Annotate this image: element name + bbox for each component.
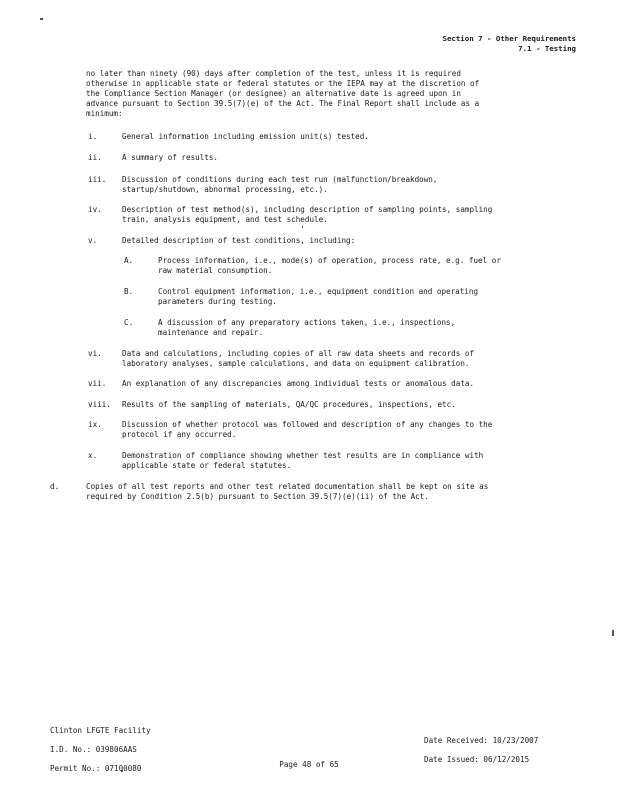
scan-speck — [302, 226, 303, 228]
subitem-label: B. — [124, 287, 134, 296]
item-label: iv. — [88, 205, 102, 214]
footer-left — [50, 716, 151, 783]
item-label: x. — [88, 451, 98, 460]
section-title: Section 7 - Other Requirements — [442, 34, 576, 43]
item-label: i. — [88, 132, 98, 141]
item-label: d. — [50, 482, 60, 491]
date-issued: Date Issued: 06/12/2015 — [424, 754, 530, 764]
item-label: viii. — [88, 400, 111, 409]
item-text: General information including emission unit(s) tested. — [122, 132, 369, 141]
item-text: Description of test method(s), including description of sampling points, sampling train, analysis equipment, and test schedule. — [122, 205, 493, 224]
facility-id: I.D. No.: 039806AAS — [50, 744, 137, 754]
item-label: v. — [88, 236, 98, 245]
item-text: Detailed description of test conditions, including: — [122, 236, 356, 245]
facility-name: Clinton LFGTE Facility — [50, 725, 151, 735]
item-label: ix. — [88, 420, 102, 429]
item-text: Discussion of conditions during each test run (malfunction/breakdown, startup/shutdown, abnormal processing, etc.). — [122, 175, 438, 194]
item-text: A summary of results. — [122, 153, 219, 162]
item-text: Discussion of whether protocol was followed and description of any changes to the protocol if any occurred. — [122, 420, 493, 439]
scan-speck — [40, 18, 43, 20]
scan-speck — [612, 630, 614, 636]
date-received: Date Received: 10/23/2007 — [424, 735, 539, 745]
page-number: Page 48 of 65 — [279, 760, 339, 769]
item-text: Data and calculations, including copies of all raw data sheets and records of laboratory analyses, sample calculations, and data on equipment calibration. — [122, 349, 475, 368]
subitem-text: Control equipment information, i.e., equipment condition and operating parameters during testing. — [158, 287, 479, 306]
subitem-text: Process information, i.e., mode(s) of operation, process rate, e.g. fuel or raw material consumption. — [158, 256, 501, 275]
intro-paragraph: no later than ninety (90) days after completion of the test, unless it is required otherwise in applicable state or federal statutes or the IEPA may at the discretion of the Compliance Section Manager (or designee) an alternative date is agreed upon in advance pursuant to Section 39.5(7)(e) of the Act. The Final Report shall include as a minimum: — [86, 69, 480, 118]
item-label: iii. — [88, 175, 107, 184]
item-label: vii. — [88, 379, 107, 388]
subsection-title: 7.1 - Testing — [518, 44, 576, 53]
item-label: vi. — [88, 349, 102, 358]
item-text: Copies of all test reports and other test related documentation shall be kept on site as required by Condition 2.5(b) pursuant to Section 39.5(7)(e)(ii) of the Act. — [86, 482, 489, 501]
subitem-text: A discussion of any preparatory actions taken, i.e., inspections, maintenance and repair. — [158, 318, 456, 337]
item-text: Demonstration of compliance showing whether test results are in compliance with applicable state or federal statutes. — [122, 451, 484, 470]
item-label: ii. — [88, 153, 102, 162]
subitem-label: A. — [124, 256, 134, 265]
item-text: Results of the sampling of materials, QA/QC procedures, inspections, etc. — [122, 400, 456, 409]
permit-number: Permit No.: 07100080 — [50, 763, 142, 773]
page-header — [443, 34, 577, 54]
subitem-label: C. — [124, 318, 134, 327]
item-text: An explanation of any discrepancies among individual tests or anomalous data. — [122, 379, 475, 388]
